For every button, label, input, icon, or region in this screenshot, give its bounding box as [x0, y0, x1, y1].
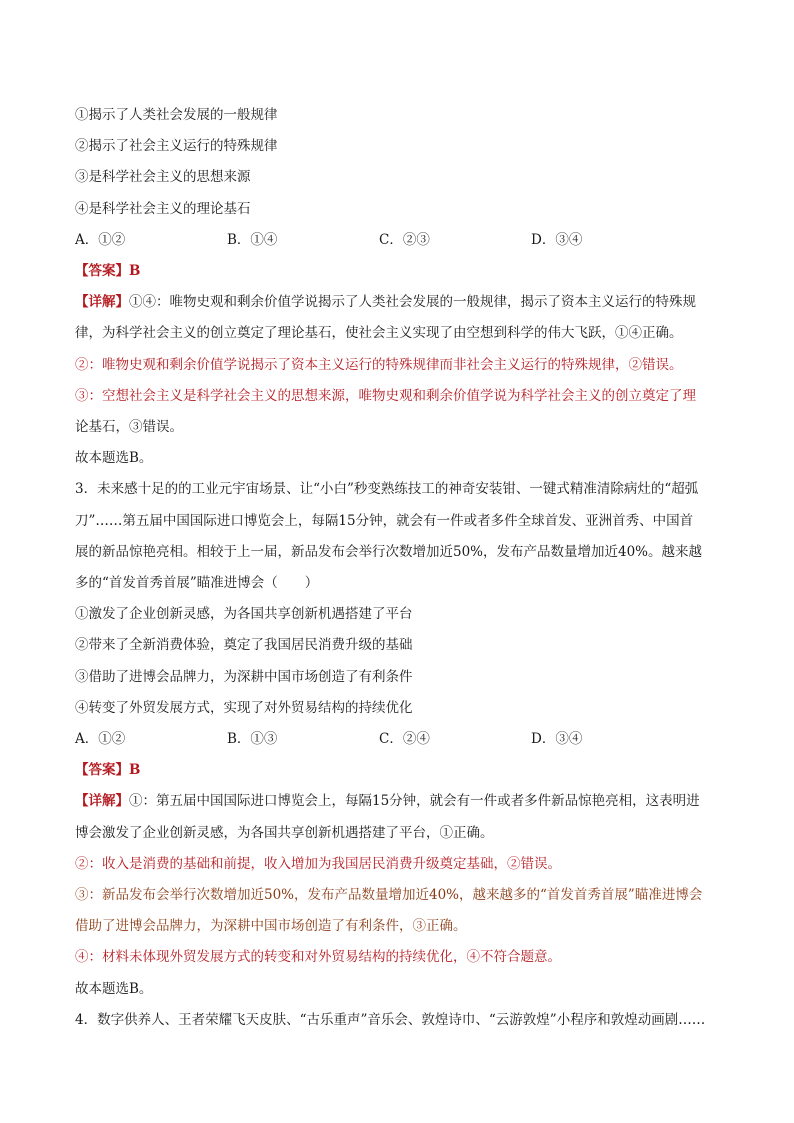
answer-tag: 【答案】 — [75, 762, 129, 779]
question-stem: 4．数字供养人、王者荣耀飞天皮肤、“古乐重声”音乐会、敦煌诗巾、“云游敦煌”小程序和敦煌动画剧…… — [75, 1011, 706, 1028]
option-4: ④转变了外贸发展方式，实现了对外贸易结构的持续优化 — [75, 699, 413, 716]
detail-tag: 【详解】 — [75, 294, 129, 311]
detail-text: ②：收入是消费的基础和前提，收入增加为我国居民消费升级奠定基础，②错误。 — [75, 855, 561, 872]
question-stem: 多的“首发首秀首展”瞄准进博会（ ） — [75, 575, 319, 592]
choice-c: C．②④ — [379, 731, 430, 748]
document-page — [75, 100, 725, 1036]
option-2: ②带来了全新消费体验，奠定了我国居民消费升级的基础 — [75, 637, 413, 654]
choice-a: A．①② — [75, 231, 126, 248]
detail-line — [75, 786, 725, 817]
answer-choices — [75, 724, 725, 755]
choice-d: D．③④ — [531, 231, 583, 248]
detail-text: ③：空想社会主义是科学社会主义的思想来源，唯物史观和剩余价值学说为科学社会主义的创立奠定了理 — [75, 387, 696, 404]
detail-line — [75, 287, 725, 318]
detail-text: 借助了进博会品牌力，为深耕中国市场创造了有利条件，③正确。 — [75, 918, 467, 935]
detail-text: ②：唯物史观和剩余价值学说揭示了资本主义运行的特殊规律而非社会主义运行的特殊规律，②错误。 — [75, 356, 683, 373]
option-2: ②揭示了社会主义运行的特殊规律 — [75, 138, 278, 155]
choice-d: D．③④ — [531, 731, 583, 748]
detail-tag: 【详解】 — [75, 793, 129, 810]
choice-c: C．②③ — [379, 231, 430, 248]
question-stem: 刀”……第五届中国国际进口博览会上，每隔15分钟，就会有一件或者多件全球首发、亚洲首秀、中国首 — [75, 512, 694, 529]
detail-text: 博会激发了企业创新灵感，为各国共享创新机遇搭建了平台，①正确。 — [75, 824, 494, 841]
option-1: ①激发了企业创新灵感，为各国共享创新机遇搭建了平台 — [75, 606, 413, 623]
answer-line — [75, 755, 725, 786]
detail-text: ①：第五届中国国际进口博览会上，每隔15分钟，就会有一件或者多件新品惊艳亮相，这表明进 — [129, 793, 700, 810]
question-stem: 展的新品惊艳亮相。相较于上一届，新品发布会举行次数增加近50%，发布产品数量增加近40%。越来越 — [75, 543, 703, 560]
option-4: ④是科学社会主义的理论基石 — [75, 200, 251, 217]
answer-value: B — [129, 762, 141, 779]
conclusion: 故本题选B。 — [75, 980, 153, 997]
detail-text: ④：材料未体现外贸发展方式的转变和对外贸易结构的持续优化，④不符合题意。 — [75, 949, 561, 966]
answer-value: B — [129, 263, 141, 280]
answer-line — [75, 256, 725, 287]
choice-b: B．①③ — [227, 731, 278, 748]
choice-b: B．①④ — [227, 231, 278, 248]
detail-text: 律，为科学社会主义的创立奠定了理论基石，使社会主义实现了由空想到科学的伟大飞跃，①④正确。 — [75, 325, 683, 342]
conclusion: 故本题选B。 — [75, 450, 153, 467]
answer-choices — [75, 225, 725, 256]
option-1: ①揭示了人类社会发展的一般规律 — [75, 107, 278, 123]
option-3: ③是科学社会主义的思想来源 — [75, 169, 251, 186]
option-3: ③借助了进博会品牌力，为深耕中国市场创造了有利条件 — [75, 668, 413, 685]
detail-text: 论基石，③错误。 — [75, 419, 183, 436]
detail-text: ①④：唯物史观和剩余价值学说揭示了人类社会发展的一般规律，揭示了资本主义运行的特殊规 — [129, 294, 696, 311]
question-stem: 3．未来感十足的的工业元宇宙场景、让“小白”秒变熟练技工的神奇安装钳、一键式精准清除病灶的“超弧 — [75, 481, 699, 498]
detail-text: ③：新品发布会举行次数增加近50%，发布产品数量增加近40%，越来越多的“首发首秀首展”瞄准进博会 — [75, 887, 703, 904]
choice-a: A．①② — [75, 731, 126, 748]
answer-tag: 【答案】 — [75, 263, 129, 280]
